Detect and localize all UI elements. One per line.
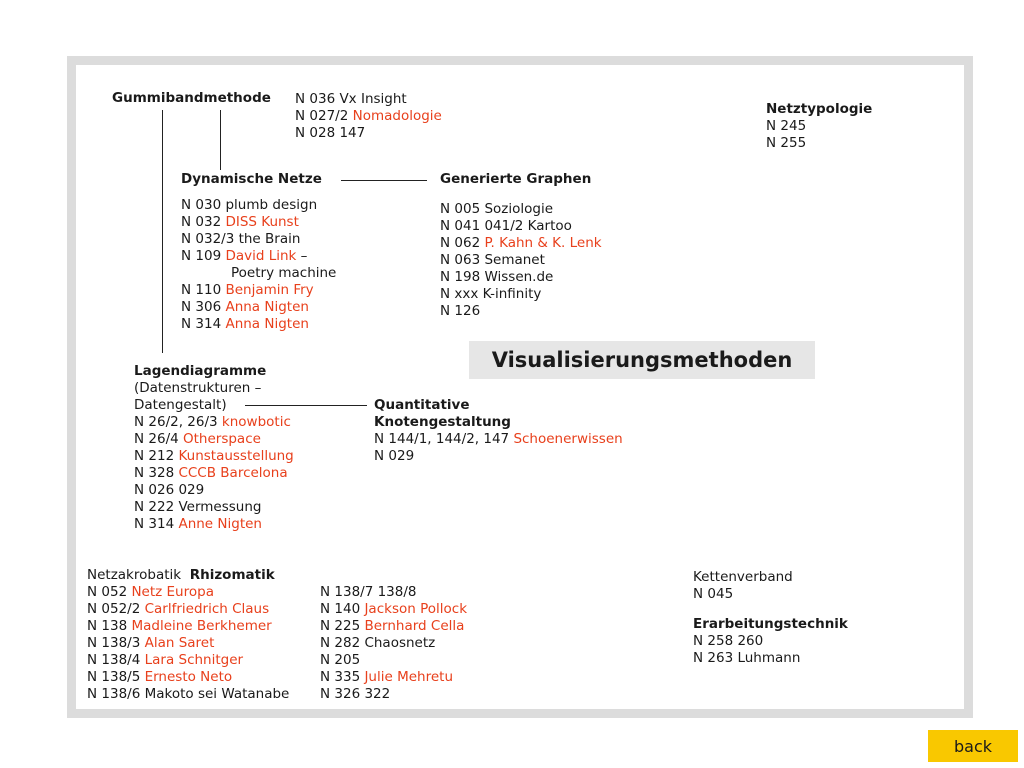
entry-text: N 26/2, 26/3 [134,414,222,430]
entry-text: N 027/2 [295,108,353,124]
list-item [87,635,289,652]
list-item [440,252,602,269]
entry-text: N 063 Semanet [440,252,545,268]
entry-link[interactable]: David Link [225,248,297,264]
entry-text: N xxx K-infinity [440,286,542,302]
entry-link[interactable]: Bernhard Cella [364,618,465,634]
entry-link[interactable]: Julie Mehretu [364,669,454,685]
entry-link[interactable]: Jackson Pollock [364,601,468,617]
list-item [440,218,602,235]
connector-dynamische-generierte [341,180,427,181]
list-item: N 258 260 [693,633,764,649]
list-item [295,125,442,142]
entry-link[interactable]: Netz Europa [131,584,214,600]
entry-link[interactable]: Anna Nigten [225,299,309,315]
list-item [374,448,623,465]
back-button[interactable]: back [928,730,1018,762]
connector-lagendiagramme-quantitative [245,405,367,406]
netztypologie-heading: Netztypologie [766,101,873,117]
lagendiagramme-subheading [134,380,261,414]
list-item [295,91,442,108]
kettenverband-list [693,586,733,603]
entry-text: N 314 [134,516,179,532]
list-item [181,214,336,231]
entry-text: N 326 322 [320,686,391,702]
list-item [134,482,294,499]
entry-text: N 26/4 [134,431,183,447]
entry-text: N 144/1, 144/2, 147 [374,431,514,447]
entry-text: N 062 [440,235,485,251]
entry-text: N 138/6 Makoto sei Watanabe [87,686,290,702]
entry-text: N 005 Soziologie [440,201,554,217]
list-item [320,618,467,635]
entry-text: N 212 [134,448,179,464]
entry-link[interactable]: Madleine Berkhemer [131,618,272,634]
list-item [320,601,467,618]
list-item [320,584,467,601]
list-item [87,652,289,669]
entry-text: Poetry machine [231,265,337,281]
entry-text: N 138/7 138/8 [320,584,417,600]
entry-text: N 140 [320,601,365,617]
entry-link[interactable]: Nomadologie [352,108,442,124]
list-item [87,669,289,686]
entry-text: N 126 [440,303,481,319]
list-item [87,584,289,601]
entry-link[interactable]: knowbotic [221,414,291,430]
entry-suffix: – [296,248,308,264]
entry-text: N 052 [87,584,132,600]
entry-link[interactable]: Benjamin Fry [225,282,314,298]
generierte-list [440,201,602,320]
list-item [134,431,294,448]
connector-gummiband-dynamische [220,110,221,170]
list-item [440,201,602,218]
entry-link[interactable]: CCCB Barcelona [178,465,288,481]
text-line: Quantitative [374,397,470,413]
entry-text: N 029 [374,448,415,464]
list-item [320,686,467,703]
list-item [87,686,289,703]
entry-text: N 032 [181,214,226,230]
list-item: N 045 [693,586,734,602]
entry-link[interactable]: Anne Nigten [178,516,262,532]
list-item [181,197,336,214]
entry-link[interactable]: Schoenerwissen [513,431,623,447]
list-item [295,108,442,125]
list-item: N 255 [766,135,807,151]
entry-text: N 110 [181,282,226,298]
list-item: N 263 Luhmann [693,650,801,666]
entry-link[interactable]: Ernesto Neto [144,669,233,685]
entry-text: N 225 [320,618,365,634]
entry-text: N 138/4 [87,652,145,668]
entry-text: N 335 [320,669,365,685]
entry-link[interactable]: Kunstausstellung [178,448,294,464]
frame-border [67,56,973,718]
entry-text: N 041 041/2 Kartoo [440,218,572,234]
quantitative-list [374,431,623,465]
list-item [87,618,289,635]
entry-text: N 138/3 [87,635,145,651]
dynamische-heading: Dynamische Netze [181,171,322,187]
list-item [181,282,336,299]
lagendiagramme-heading: Lagendiagramme [134,363,267,379]
erarbeitung-list [693,633,800,667]
entry-text: N 032/3 the Brain [181,231,301,247]
entry-text: N 138 [87,618,132,634]
entry-text: N 205 [320,652,361,668]
entry-link[interactable]: Carlfriedrich Claus [144,601,270,617]
gummiband-list [295,91,442,142]
entry-text: N 028 147 [295,125,366,141]
list-item [320,652,467,669]
entry-link[interactable]: Lara Schnitger [144,652,244,668]
list-item [320,669,467,686]
list-item: N 245 [766,118,807,134]
text-line: Knotengestaltung [374,414,511,430]
entry-link[interactable]: DISS Kunst [225,214,299,230]
text-line: (Datenstrukturen – [134,380,262,396]
page-title: Visualisierungsmethoden [469,341,815,379]
rhizomatik-heading: Rhizomatik [189,567,275,583]
list-item [181,231,336,248]
entry-text: N 138/5 [87,669,145,685]
text-line: Datengestalt) [134,397,227,413]
list-item [134,448,294,465]
entry-text: N 306 [181,299,226,315]
list-item [374,431,623,448]
list-item [134,465,294,482]
list-item [181,248,336,265]
entry-link[interactable]: P. Kahn & K. Lenk [484,235,602,251]
gummiband-heading: Gummibandmethode [112,90,271,106]
entry-text: N 282 Chaosnetz [320,635,436,651]
list-item [181,299,336,316]
rhizomatik-list-col2 [320,584,467,703]
list-item [181,265,336,282]
netzakrobatik-label: Netzakrobatik [87,567,182,583]
entry-text: N 052/2 [87,601,145,617]
list-item [440,286,602,303]
list-item [134,414,294,431]
content-panel [76,65,964,709]
rhizomatik-heading-row [87,567,275,584]
list-item [440,235,602,252]
list-item [134,516,294,533]
list-item [440,303,602,320]
list-item [181,316,336,333]
list-item [320,635,467,652]
list-item [87,601,289,618]
erarbeitung-heading: Erarbeitungstechnik [693,616,848,632]
netztypologie-list [766,118,806,152]
entry-link[interactable]: Alan Saret [144,635,215,651]
entry-text: N 222 Vermessung [134,499,262,515]
list-item [440,269,602,286]
dynamische-list [181,197,336,333]
entry-link[interactable]: Anna Nigten [225,316,309,332]
generierte-heading: Generierte Graphen [440,171,592,187]
entry-text: N 198 Wissen.de [440,269,554,285]
connector-gummiband-lagendiagramme [162,110,163,353]
entry-text: N 109 [181,248,226,264]
rhizomatik-list-col1 [87,584,289,703]
list-item [134,499,294,516]
entry-text: N 328 [134,465,179,481]
lagendiagramme-list [134,414,294,533]
entry-text: N 026 029 [134,482,205,498]
entry-text: N 314 [181,316,226,332]
kettenverband-heading: Kettenverband [693,569,793,585]
quantitative-heading [374,397,511,431]
entry-link[interactable]: Otherspace [183,431,261,447]
entry-text: N 030 plumb design [181,197,318,213]
entry-text: N 036 Vx Insight [295,91,407,107]
